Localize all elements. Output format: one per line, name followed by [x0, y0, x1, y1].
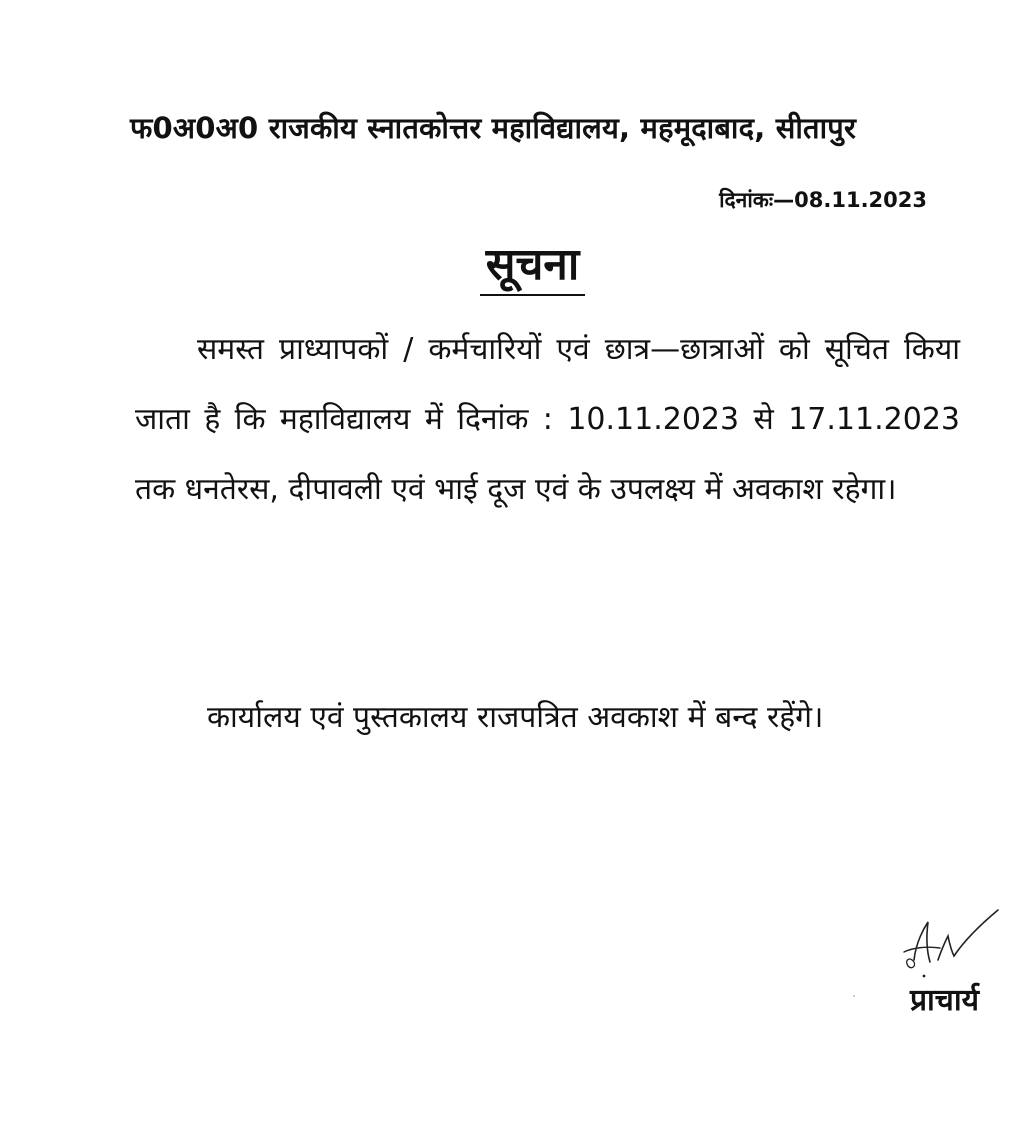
notice-paragraph-2: कार्यालय एवं पुस्तकालय राजपत्रित अवकाश में बन्द रहेंगे।	[207, 700, 824, 735]
notice-paragraph-1: समस्त प्राध्यापकों / कर्मचारियों एवं छात्र—छात्राओं को सूचित किया जाता है कि महाविद्यालय में दिनांक : 10.11.2023 से 17.11.2023 तक धनतेरस, दीपावली एवं भाई दूज एवं के उपलक्ष्य में अवकाश रहेगा।	[135, 332, 960, 507]
notice-title-wrapper	[0, 232, 1015, 296]
signatory-designation: प्राचार्य	[909, 983, 979, 1018]
notice-date: दिनांकः—08.11.2023	[719, 188, 927, 212]
institution-heading: फ0अ0अ0 राजकीय स्नातकोत्तर महाविद्यालय, महमूदाबाद, सीतापुर	[130, 111, 857, 145]
notice-title: सूचना	[480, 232, 586, 296]
signature-icon	[896, 900, 1006, 980]
scan-speck	[853, 995, 855, 997]
